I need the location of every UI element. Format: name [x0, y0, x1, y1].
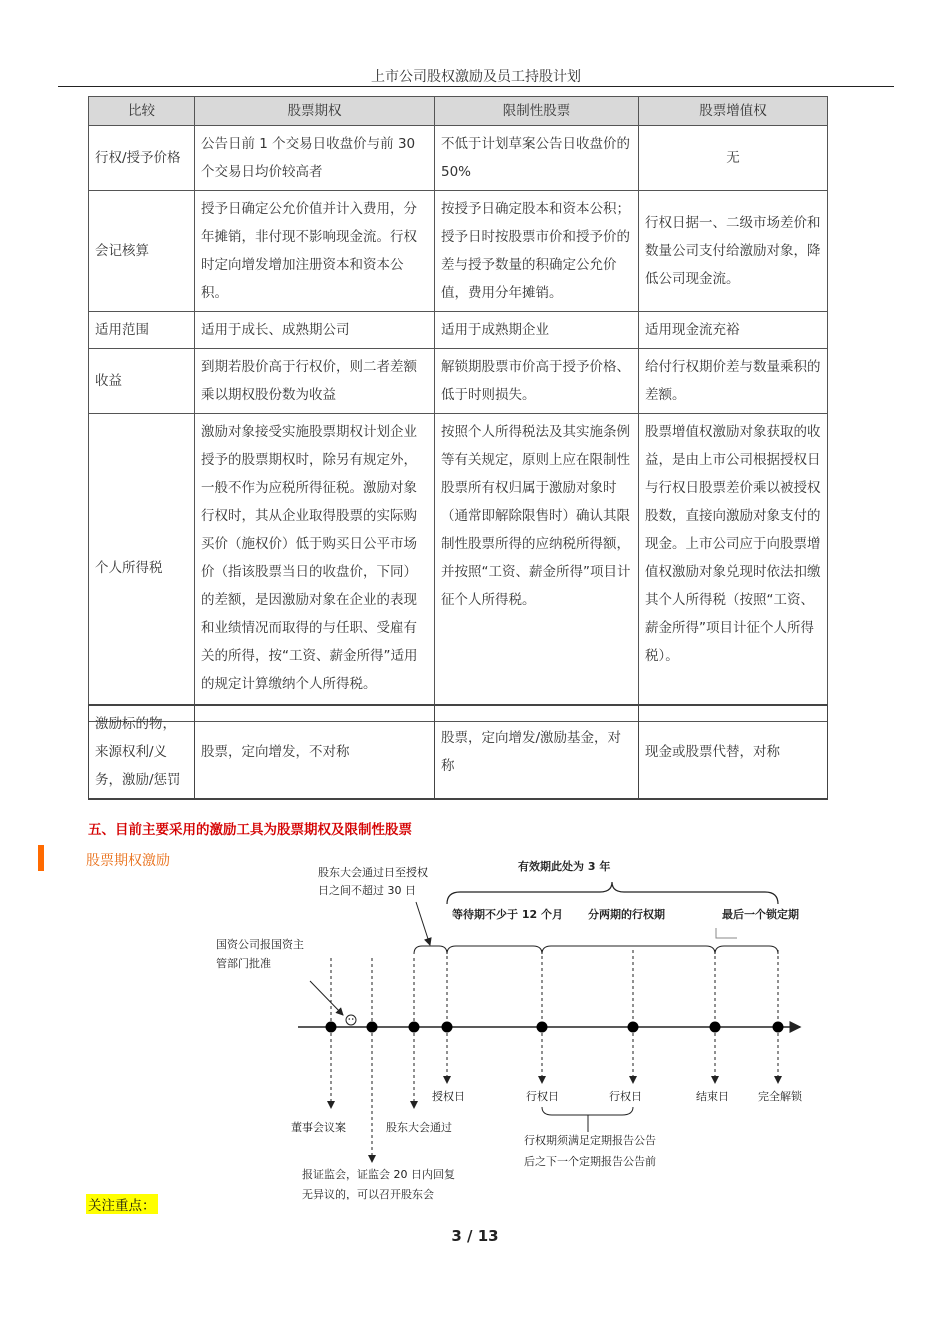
sasac-note-line-2: 管部门批准	[216, 957, 271, 970]
table-header-cell: 股票增值权	[639, 97, 828, 126]
timeline-point	[409, 1022, 420, 1033]
full-unlock-label: 完全解锁	[758, 1090, 802, 1103]
lock-marker	[716, 928, 737, 938]
table-row	[89, 126, 828, 191]
table-cell: 激励对象接受实施股票期权计划企业授予的股票期权时，除另有规定外，一般不作为应税所得征税。激励对象行权时，其从企业取得股票的实际购买价（施权价）低于购买日公平市场价（指该股票当日的收盘价，下同）的差额，是因激励对象在企业的表现和业绩情况而取得的与任职、受雇有关的所得，按“工资、薪金所得”适用的规定计算缴纳个人所得税。	[195, 414, 435, 722]
grant-day-label: 授权日	[432, 1090, 465, 1103]
note-pointer-arrow	[416, 902, 430, 945]
table-row	[89, 414, 828, 722]
row-label: 个人所得税	[89, 414, 195, 722]
table-row	[89, 349, 828, 414]
table-header-cell: 限制性股票	[435, 97, 639, 126]
table-cell: 适用于成熟期企业	[435, 312, 639, 349]
header-rule	[58, 86, 894, 87]
exercise-note-line-1: 行权期须满足定期报告公告	[524, 1134, 656, 1147]
timeline-point	[537, 1022, 548, 1033]
csrc-note-line-2: 无异议的，可以召开股东会	[302, 1188, 434, 1200]
validity-label: 有效期此处为 3 年	[518, 860, 611, 873]
table-header-row	[89, 97, 828, 126]
table-cell: 授予日确定公允价值并计入费用，分年摊销，非付现不影响现金流。行权时定向增发增加注册资本和资本公积。	[195, 191, 435, 312]
row-label: 适用范围	[89, 312, 195, 349]
sasac-pointer-arrow	[310, 981, 343, 1015]
exercise-period-label: 分两期的行权期	[588, 908, 665, 921]
table-cell: 解锁期股票市价高于授予价格、低于时则损失。	[435, 349, 639, 414]
row-label: 会记核算	[89, 191, 195, 312]
exercise-days-bracket	[542, 1107, 633, 1115]
table-header-cell: 比较	[89, 97, 195, 126]
sasac-note-line-1: 国资公司报国资主	[216, 938, 304, 951]
timeline-point	[773, 1022, 784, 1033]
exercise-day-label: 行权日	[609, 1090, 642, 1103]
table-cell: 不低于计划草案公告日收盘价的 50%	[435, 126, 639, 191]
grant-window-note-line-2: 日之间不超过 30 日	[318, 884, 416, 897]
table-cell: 公告日前 1 个交易日收盘价与前 30 个交易日均价较高者	[195, 126, 435, 191]
table-header-cell: 股票期权	[195, 97, 435, 126]
waiting-label: 等待期不少于 12 个月	[452, 908, 563, 921]
row-label: 收益	[89, 349, 195, 414]
timeline-point	[710, 1022, 721, 1033]
table-cell: 到期若股价高于行权价，则二者差额乘以期权股份数为收益	[195, 349, 435, 414]
table-row	[89, 705, 828, 799]
table-row	[89, 191, 828, 312]
table-cell: 适用现金流充裕	[639, 312, 828, 349]
table-cell: 按授予日确定股本和资本公积；授予日时按股票市价和授予价的差与授予数量的积确定公允价值，费用分年摊销。	[435, 191, 639, 312]
shareholder-pass-label: 股东大会通过	[386, 1121, 452, 1134]
validity-brace	[447, 882, 778, 904]
last-lock-label: 最后一个锁定期	[722, 908, 799, 921]
table-cell: 按照个人所得税法及其实施条例等有关规定，原则上应在限制性股票所有权归属于激励对象时（通常即解除限售时）确认其限制性股票所得的应纳税所得额，并按照“工资、薪金所得”项目计征个人所得税。	[435, 414, 639, 722]
smiley-icon	[346, 1015, 356, 1025]
comparison-table-continued	[88, 704, 828, 800]
table-cell: 股票，定向增发，不对称	[195, 705, 435, 799]
timeline-point	[326, 1022, 337, 1033]
table-cell: 股票，定向增发/激励基金，对称	[435, 705, 639, 799]
row-label: 激励标的物，来源权利/义务，激励/惩罚	[89, 705, 195, 799]
timeline-point	[628, 1022, 639, 1033]
option-timeline-diagram	[0, 850, 950, 1200]
table-cell: 股票增值权激励对象获取的收益，是由上市公司根据授权日与行权日股票差价乘以被授权股数，直接向激励对象支付的现金。上市公司应于向股票增值权激励对象兑现时依法扣缴其个人所得税（按照“工资、薪金所得”项目计征个人所得税）。	[639, 414, 828, 722]
end-day-label: 结束日	[696, 1090, 729, 1103]
table-cell: 适用于成长、成熟期公司	[195, 312, 435, 349]
grant-window-brace	[414, 946, 447, 954]
section-heading: 五、目前主要采用的激励工具为股票期权及限制性股票	[88, 822, 412, 838]
csrc-note-line-1: 报证监会，证监会 20 日内回复	[302, 1168, 455, 1181]
table-cell: 无	[639, 126, 828, 191]
lock-brace	[715, 946, 778, 954]
sub-heading: 股票期权激励	[86, 853, 170, 869]
page-number: 3 / 13	[451, 1227, 499, 1245]
page-header: 上市公司股权激励及员工持股计划	[371, 69, 581, 85]
waiting-brace	[447, 946, 542, 954]
board-meeting-label: 董事会议案	[291, 1121, 346, 1134]
table-cell: 行权日据一、二级市场差价和数量公司支付给激励对象，降低公司现金流。	[639, 191, 828, 312]
exercise-day-label: 行权日	[526, 1090, 559, 1103]
table-cell: 给付行权期价差与数量乘积的差额。	[639, 349, 828, 414]
row-label: 行权/授予价格	[89, 126, 195, 191]
timeline-point	[442, 1022, 453, 1033]
table-cell: 现金或股票代替，对称	[639, 705, 828, 799]
exercise-brace	[542, 946, 715, 954]
exercise-note-line-2: 后之下一个定期报告公告前	[524, 1155, 656, 1168]
comparison-table	[88, 96, 828, 722]
focus-label: 关注重点：	[86, 1194, 158, 1214]
timeline-point	[367, 1022, 378, 1033]
table-row	[89, 312, 828, 349]
grant-window-note-line-1: 股东大会通过日至授权	[318, 866, 428, 879]
